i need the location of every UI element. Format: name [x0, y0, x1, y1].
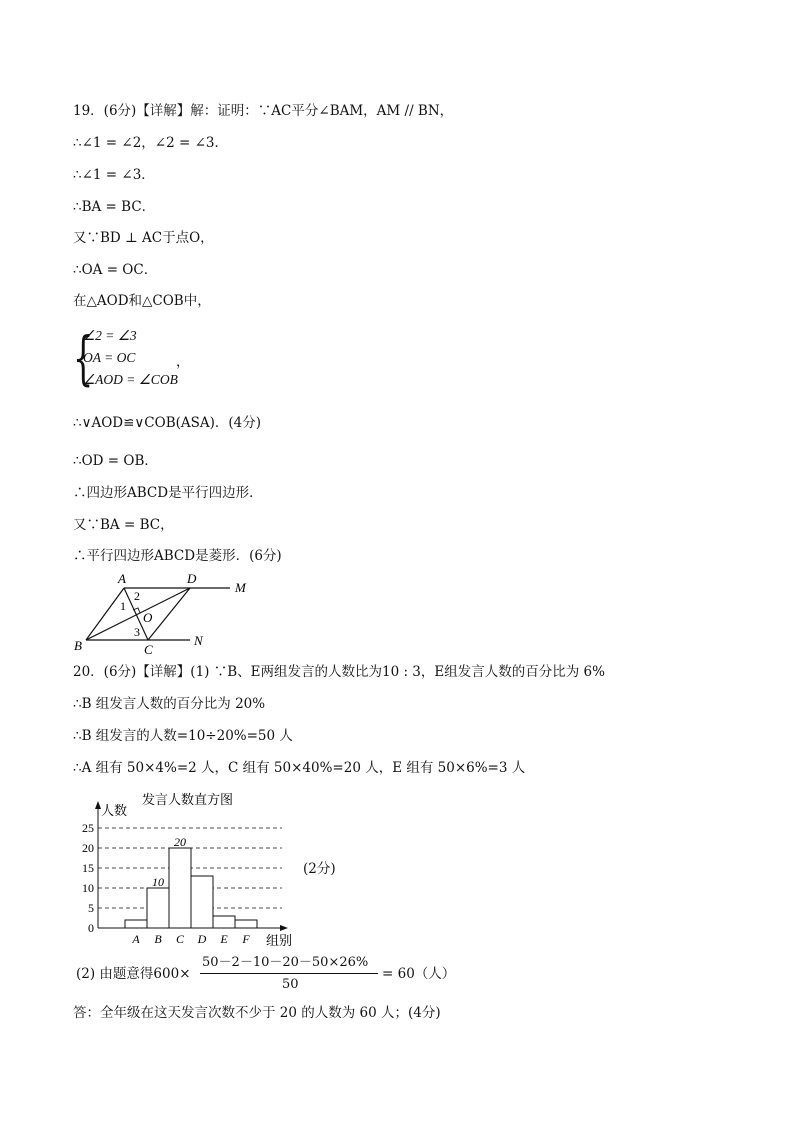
q20-line4: ∴A 组有 50×4%=2 人，C 组有 50×40%=20 人，E 组有 50×6%=3 人 — [73, 760, 526, 776]
fraction-numerator: 50－2－10－20－50×26% — [202, 955, 369, 970]
y-tick-label-15: 15 — [82, 861, 94, 875]
data-label-C: 20 — [174, 835, 186, 849]
system-comma: ， — [176, 354, 190, 369]
system-row-2: OA = OC — [83, 350, 136, 365]
y-tick-label-20: 20 — [82, 841, 94, 855]
rhombus-figure — [70, 568, 260, 658]
part2-prefix: (2) 由题意得600× — [76, 966, 191, 982]
system-row-1: ∠2 = ∠3 — [83, 328, 137, 343]
x-tick-label-A: A — [132, 932, 140, 946]
y-tick-label-25: 25 — [82, 821, 94, 835]
label-a: A — [118, 571, 126, 586]
data-label-B: 10 — [152, 875, 164, 889]
q19-line2: ∴∠1 = ∠2，∠2 = ∠3． — [73, 135, 228, 151]
y-tick-label-0: 0 — [88, 921, 94, 935]
label-n: N — [194, 633, 203, 648]
chart-score-note: (2分) — [303, 861, 336, 877]
label-o: O — [143, 610, 153, 625]
label-m: M — [235, 580, 246, 595]
side-dc — [148, 588, 190, 640]
bar-A — [125, 920, 147, 928]
bar-C — [169, 848, 191, 928]
label-angle-3: 3 — [134, 625, 140, 639]
x-tick-label-F: F — [242, 932, 250, 946]
y-tick-label-10: 10 — [82, 881, 94, 895]
q19-line11: 又∵BA = BC， — [73, 517, 174, 533]
q19-line5: 又∵BD ⊥ AC于点O， — [73, 230, 214, 246]
q19-line4: ∴BA = BC． — [73, 199, 156, 215]
histogram-chart — [70, 788, 310, 950]
x-tick-label-D: D — [197, 932, 207, 946]
final-answer: 答：全年级在这天发言次数不少于 20 的人数为 60 人；(4分) — [73, 1005, 441, 1021]
q20-line1: 20．(6分)【详解】(1) ∵B、E两组发言的人数比为10 : 3，E组发言人数的百分比为 6% — [73, 664, 605, 680]
bar-B — [147, 888, 169, 928]
q19-line3: ∴∠1 = ∠3． — [73, 167, 155, 183]
q19-line7: 在△AOD和△COB中， — [73, 293, 211, 309]
fraction-bar — [200, 973, 378, 974]
equation-system — [73, 326, 273, 392]
chart-ylabel: 人数 — [101, 803, 128, 818]
bar-F — [235, 920, 257, 928]
q20-line3: ∴B 组发言的人数=10÷20%=50 人 — [73, 728, 293, 744]
q19-line6: ∴OA = OC． — [73, 262, 158, 278]
q19-line10: ∴四边形ABCD是平行四边形． — [73, 485, 263, 501]
x-tick-label-E: E — [220, 932, 228, 946]
x-axis-arrow — [280, 925, 288, 931]
label-d: D — [187, 571, 197, 586]
left-brace: { — [73, 324, 94, 392]
system-row-3: ∠AOD = ∠COB — [83, 372, 178, 387]
label-angle-1: 1 — [120, 599, 126, 613]
bar-E — [213, 916, 235, 928]
q20-line2: ∴B 组发言人数的百分比为 20% — [73, 696, 266, 712]
y-tick-label-5: 5 — [88, 901, 94, 915]
fraction-denominator: 50 — [282, 977, 299, 992]
label-b: B — [74, 638, 82, 653]
x-tick-label-B: B — [154, 932, 162, 946]
q19-line12: ∴平行四边形ABCD是菱形．(6分) — [73, 548, 282, 564]
label-angle-2: 2 — [134, 589, 140, 603]
part2-result: = 60（人） — [382, 966, 456, 982]
bar-D — [191, 876, 213, 928]
q19-line1: 19．(6分)【详解】解：证明：∵AC平分∠BAM，AM // BN， — [73, 103, 454, 119]
q19-line9: ∴OD = OB． — [73, 453, 158, 469]
label-c: C — [144, 642, 153, 657]
q19-line8: ∴∨AOD≌∨COB(ASA)．(4分) — [73, 415, 262, 431]
side-ab — [86, 588, 124, 640]
chart-xlabel: 组别 — [266, 933, 293, 948]
chart-title: 发言人数直方图 — [142, 792, 234, 807]
x-tick-label-C: C — [175, 932, 185, 946]
